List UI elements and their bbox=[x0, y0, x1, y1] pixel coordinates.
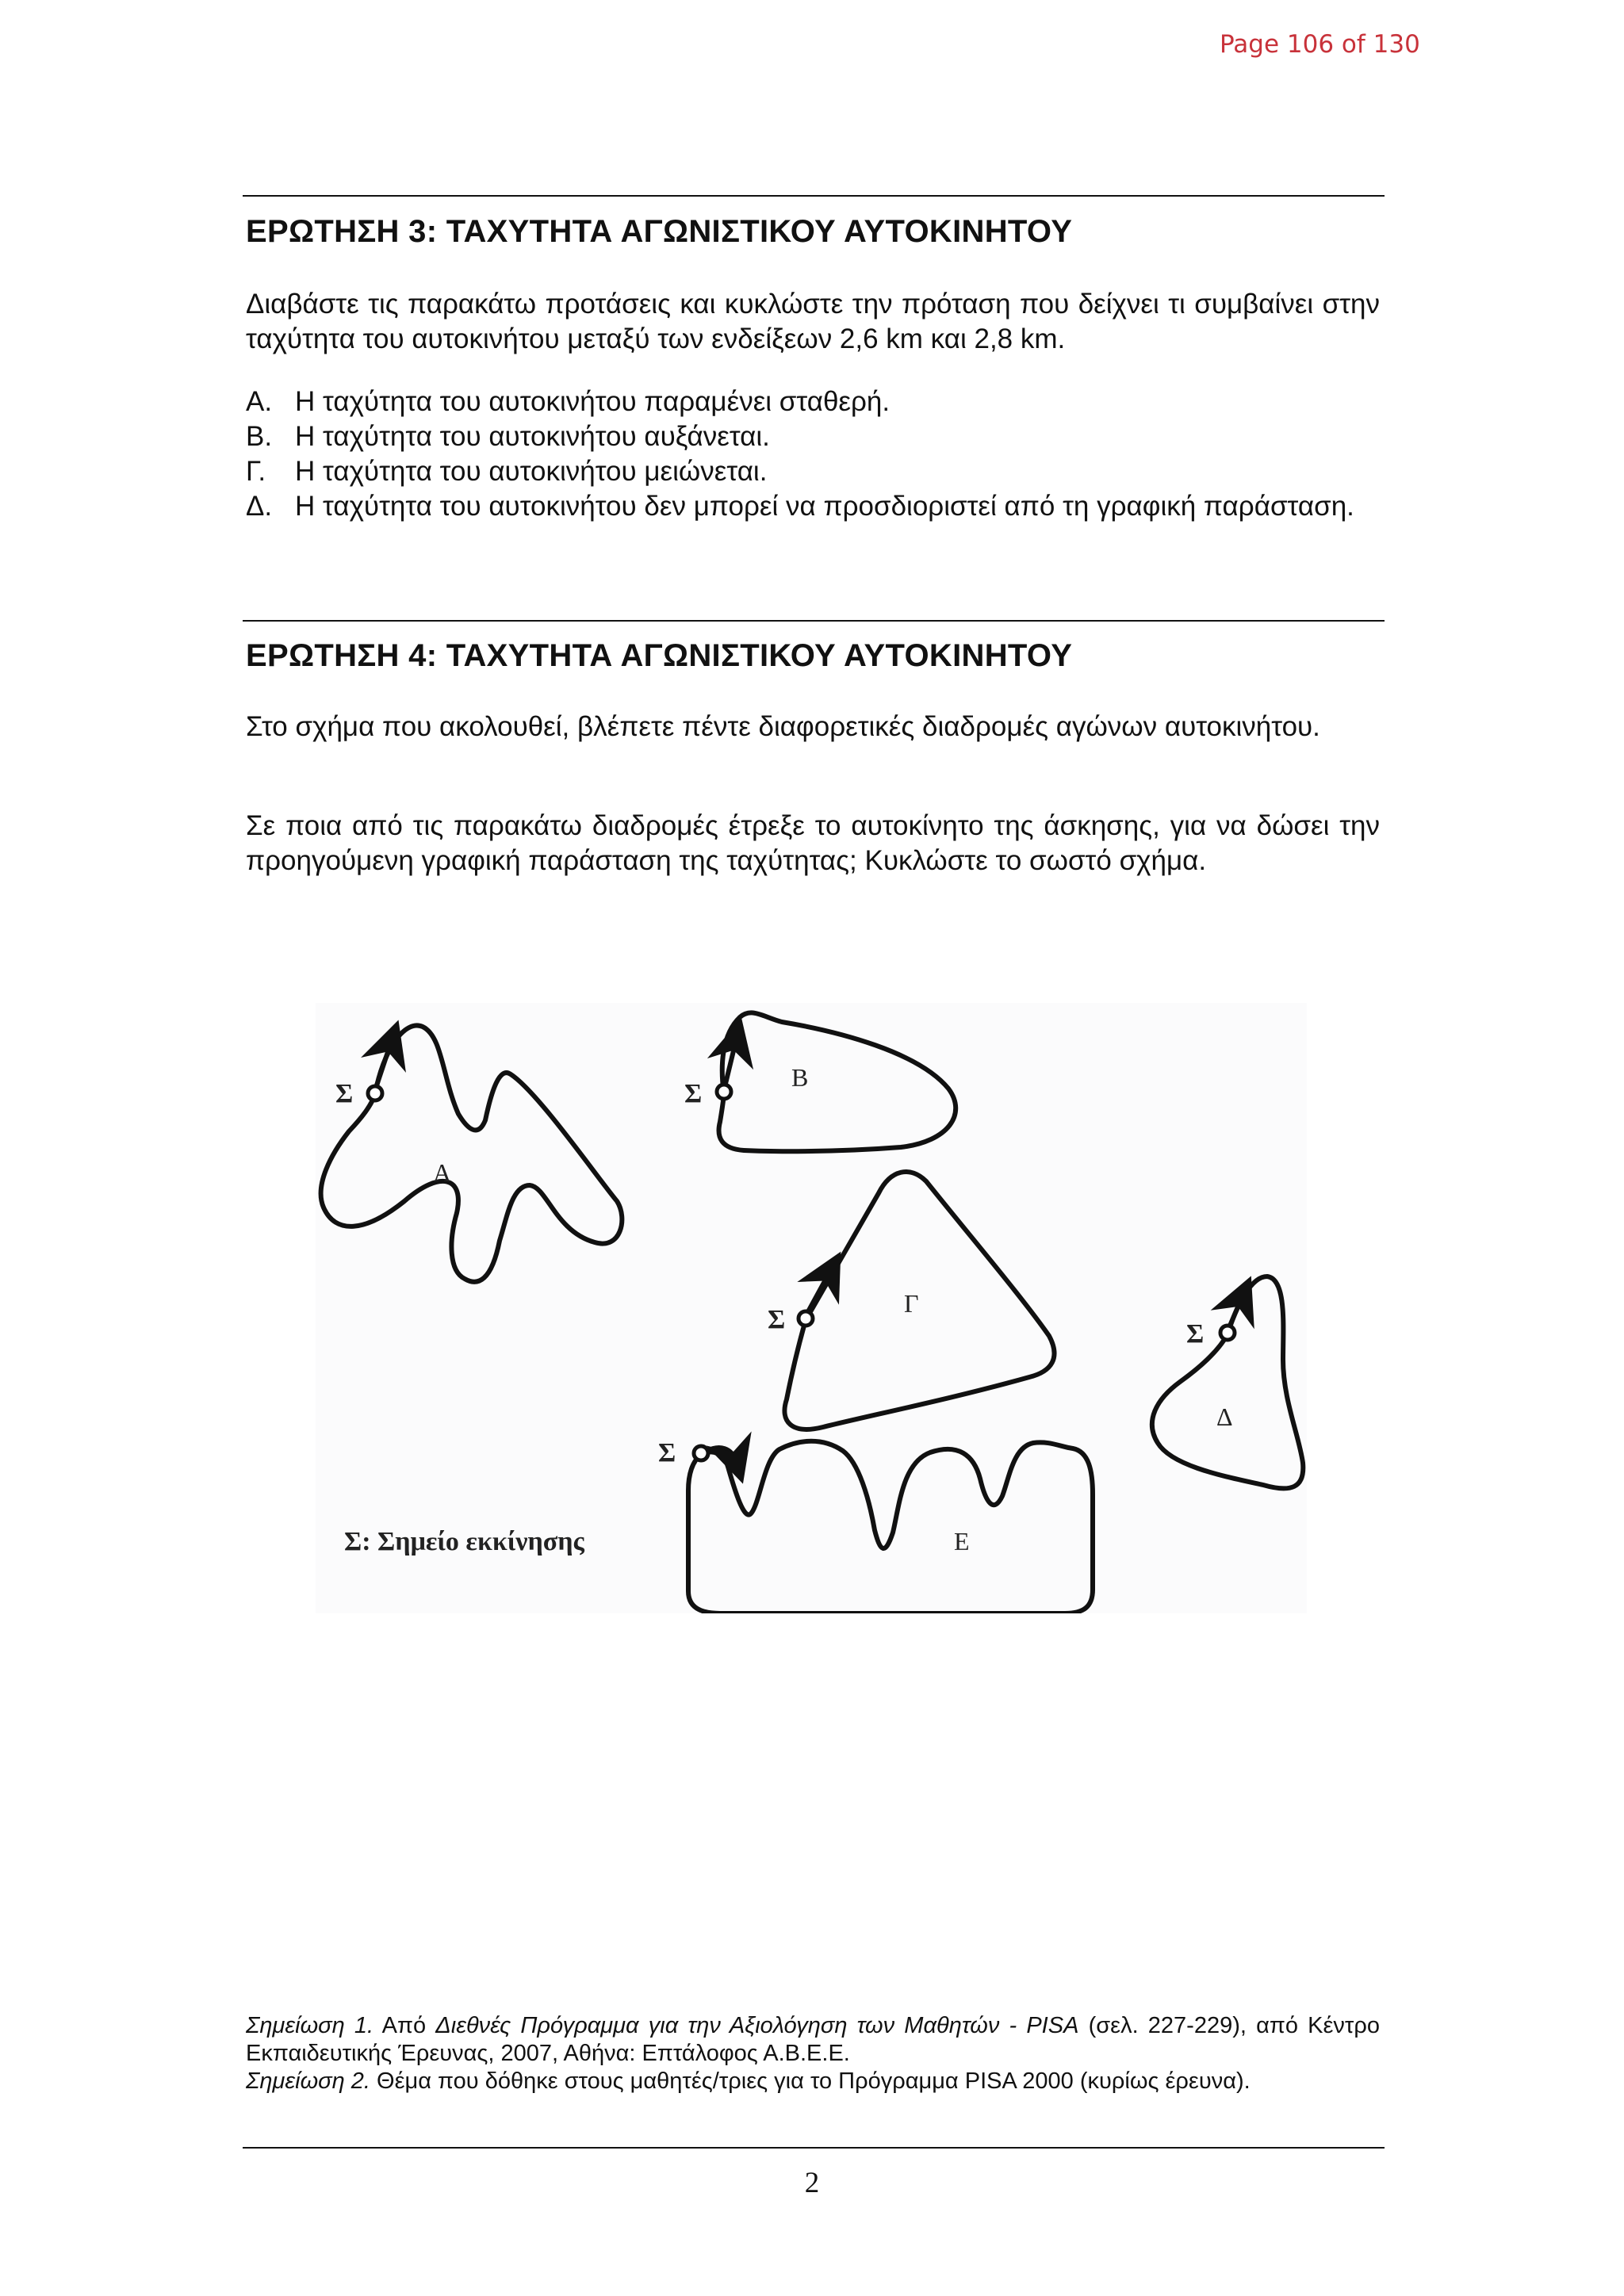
option-a bbox=[246, 385, 1380, 419]
track-a-start-label: Σ bbox=[335, 1079, 354, 1108]
question4-prompt: Σε ποια από τις παρακάτω διαδρομές έτρεξε το αυτοκίνητο της άσκησης, για να δώσει την προηγούμενη γραφική παράσταση της ταχύτητας; Κυκλώστε το σωστό σχήμα. bbox=[246, 810, 1380, 876]
track-a-start bbox=[368, 1086, 382, 1100]
track-e-start-label: Σ bbox=[658, 1438, 676, 1468]
track-d-start bbox=[1220, 1326, 1235, 1340]
question4-title: ΕΡΩΤΗΣΗ 4: ΤΑΧΥΤΗΤΑ ΑΓΩΝΙΣΤΙΚΟΥ ΑΥΤΟΚΙΝΗΤΟΥ bbox=[246, 638, 1073, 673]
note-1 bbox=[246, 2012, 1380, 2068]
track-c-start-label: Σ bbox=[768, 1305, 786, 1334]
track-b-label: Β bbox=[791, 1063, 809, 1092]
question3-options bbox=[246, 385, 1380, 524]
track-c-label: Γ bbox=[904, 1289, 919, 1318]
footnotes bbox=[246, 2012, 1380, 2095]
track-e-label: Ε bbox=[954, 1527, 970, 1556]
option-text: Η ταχύτητα του αυτοκινήτου δεν μπορεί να προσδιοριστεί από τη γραφική παράσταση. bbox=[295, 491, 1354, 522]
note-2-text: Θέμα που δόθηκε στους μαθητές/τριες για το Πρόγραμμα PISA 2000 (κυρίως έρευνα). bbox=[370, 2068, 1251, 2094]
option-c bbox=[246, 454, 1380, 489]
section-divider-q4 bbox=[243, 620, 1385, 622]
page-indicator: Page 106 of 130 bbox=[1220, 30, 1420, 59]
option-text: Η ταχύτητα του αυτοκινήτου παραμένει σταθερή. bbox=[295, 386, 891, 417]
option-letter: Γ. bbox=[246, 456, 266, 487]
track-e-start bbox=[694, 1446, 708, 1460]
question3-title: ΕΡΩΤΗΣΗ 3: ΤΑΧΥΤΗΤΑ ΑΓΩΝΙΣΤΙΚΟΥ ΑΥΤΟΚΙΝΗΤΟΥ bbox=[246, 214, 1073, 249]
section-divider-q3 bbox=[243, 195, 1385, 197]
question4-intro: Στο σχήμα που ακολουθεί, βλέπετε πέντε διαφορετικές διαδρομές αγώνων αυτοκινήτου. bbox=[246, 711, 1320, 742]
note-1-label: Σημείωση 1. bbox=[246, 2013, 374, 2038]
track-d-label: Δ bbox=[1216, 1402, 1233, 1431]
note-1-source: Διεθνές Πρόγραμμα για την Αξιολόγηση των Μαθητών - PISA bbox=[435, 2013, 1079, 2038]
track-d-start-label: Σ bbox=[1186, 1319, 1205, 1349]
option-text: Η ταχύτητα του αυτοκινήτου αυξάνεται. bbox=[295, 421, 770, 452]
note-1-text-b: (σελ. 227-229), από Κέντρο Εκπαιδευτικής Έρευνας, 2007, Αθήνα: Επτάλοφος Α.Β.Ε.Ε. bbox=[246, 2013, 1380, 2066]
footer-divider bbox=[243, 2147, 1385, 2149]
note-1-text-a: Από bbox=[373, 2013, 436, 2038]
note-2-label: Σημείωση 2. bbox=[246, 2068, 370, 2094]
option-text: Η ταχύτητα του αυτοκινήτου μειώνεται. bbox=[295, 456, 768, 487]
option-letter: Β. bbox=[246, 421, 273, 452]
option-letter: Δ. bbox=[246, 491, 273, 522]
question3-prompt: Διαβάστε τις παρακάτω προτάσεις και κυκλώστε την πρόταση που δείχνει τι συμβαίνει στην ταχύτητα του αυτοκινήτου μεταξύ των ενδείξεων 2,6 km και 2,8 km. bbox=[246, 289, 1380, 354]
track-b-start-label: Σ bbox=[684, 1079, 703, 1108]
track-a-label: Α bbox=[433, 1158, 452, 1187]
race-tracks-figure bbox=[316, 1003, 1307, 1613]
note-2 bbox=[246, 2068, 1380, 2095]
track-b-start bbox=[717, 1085, 731, 1099]
track-c-start bbox=[799, 1311, 813, 1326]
option-letter: Α. bbox=[246, 386, 273, 417]
option-b bbox=[246, 419, 1380, 454]
page-number: 2 bbox=[804, 2167, 820, 2199]
option-d bbox=[246, 489, 1380, 524]
start-point-legend: Σ: Σημείο εκκίνησης bbox=[344, 1527, 584, 1556]
